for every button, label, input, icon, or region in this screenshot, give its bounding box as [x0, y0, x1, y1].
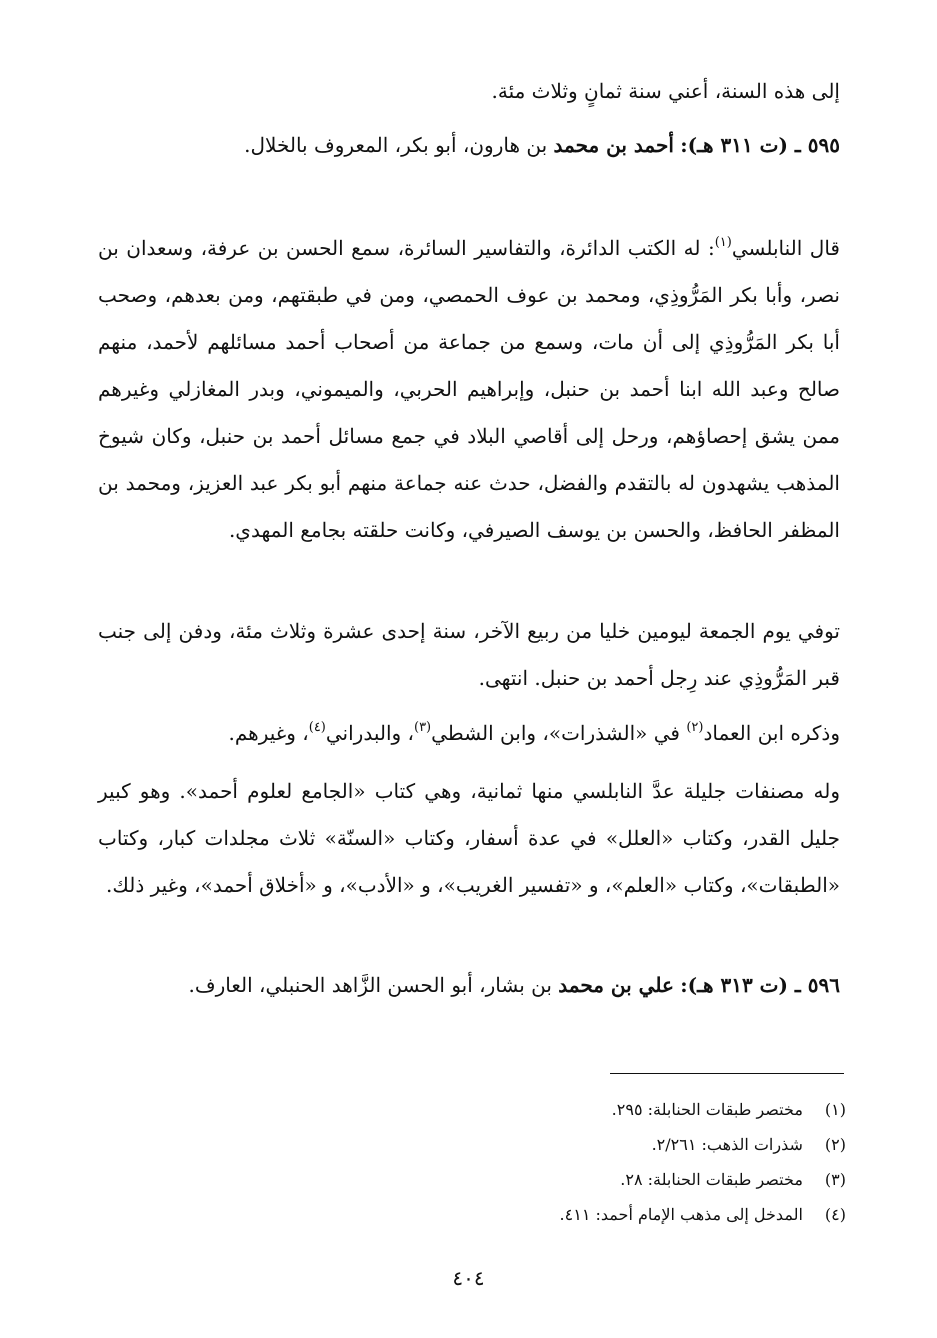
paragraph-text: : له الكتب الدائرة، والتفاسير السائرة، سمع الحسن بن عرفة، وسعدان بن نصر، وأبا بكر المَرُّوذِي، ومحمد بن عوف الحمصي، ومن في طبقتهم، ومن بعدهم، وصحب أبا بكر المَرُّوذِي إلى أن مات، وسمع من جماعة من أصحاب أحمد مسائلهم لأحمد، منهم صالح وعبد الله ابنا أحمد بن حنبل، وإبراهيم الحربي، والميموني، وبدر المغازلي وغيرهم ممن يشق إحصاؤهم، ورحل إلى أقاصي البلاد في جمع مسائل أحمد بن حنبل، وكان شيوخ المذهب يشهدون له بالتقدم والفضل، حدث عنه جماعة منهم أبو بكر عبد العزيز، ومحمد بن المظفر الحافظ، والحسن بن يوسف الصيرفي، وكانت حلقته بجامع المهدي. — [98, 236, 840, 542]
footnote-ref: (٤) — [308, 720, 326, 735]
entry-595 — [98, 122, 840, 169]
paragraph-text: ، والبدراني — [325, 721, 414, 745]
footnote — [300, 1127, 846, 1162]
footnote-text: مختصر طبقات الحنابلة: ٢٩٥. — [611, 1100, 803, 1119]
footnote-number: (١) — [824, 1100, 846, 1119]
paragraph-text: توفي يوم الجمعة ليومين خليا من ربيع الآخر، سنة إحدى عشرة وثلاث مئة، ودفن إلى جنب قبر المَرُّوذِي عند رِجل أحمد بن حنبل. انتهى. — [98, 619, 840, 690]
paragraph-text: ، وغيرهم. — [228, 721, 309, 745]
footnote — [300, 1197, 846, 1232]
footnote-number: (٢) — [824, 1135, 846, 1154]
paragraph-text: قال النابلسي — [731, 236, 840, 260]
entry-number: ٥٩٦ ـ (ت ٣١٣ هـ): — [680, 973, 840, 997]
entry-name: علي بن محمد — [558, 973, 674, 997]
footnote-number: (٣) — [824, 1170, 846, 1189]
footnote-ref: (٣) — [413, 720, 432, 735]
paragraph-text: وله مصنفات جليلة عدَّ النابلسي منها ثمانية، وهي كتاب «الجامع لعلوم أحمد». وهو كبير جليل القدر، وكتاب «العلل» في عدة أسفار، وكتاب «السنّة» ثلاث مجلدات كبار، وكتاب «الطبقات»، وكتاب «العلم»، و «تفسير الغريب»، و «الأدب»، و «أخلاق أحمد»، وغير ذلك. — [98, 779, 840, 897]
footnote-divider — [610, 1073, 844, 1074]
footnote — [300, 1162, 846, 1197]
page-number: ٤٠٤ — [452, 1266, 485, 1290]
paragraph-mentions — [98, 710, 840, 757]
entry-description: بن هارون، أبو بكر، المعروف بالخلال. — [244, 133, 554, 157]
footnotes-list — [300, 1092, 846, 1232]
paragraph-text: إلى هذه السنة، أعني سنة ثمانٍ وثلاث مئة. — [491, 79, 840, 103]
paragraph-text: في «الشذرات»، وابن الشطي — [431, 721, 687, 745]
paragraph-nabulsi — [98, 225, 840, 554]
footnote-ref: (٢) — [686, 720, 704, 735]
entry-596 — [98, 962, 840, 1009]
footnote — [300, 1092, 846, 1127]
paragraph-works — [98, 768, 840, 909]
paragraph-text: وذكره ابن العماد — [703, 721, 840, 745]
footnote-text: المدخل إلى مذهب الإمام أحمد: ٤١١. — [559, 1205, 803, 1224]
entry-number: ٥٩٥ ـ (ت ٣١١ هـ): — [680, 133, 840, 157]
footnote-ref: (١) — [714, 235, 732, 250]
entry-description: بن بشار، أبو الحسن الزَّاهد الحنبلي، العارف. — [188, 973, 559, 997]
paragraph-continuation — [98, 68, 840, 115]
paragraph-death — [98, 608, 840, 702]
entry-name: أحمد بن محمد — [553, 133, 674, 157]
footnote-number: (٤) — [824, 1205, 846, 1224]
footnote-text: شذرات الذهب: ٢/٢٦١. — [651, 1135, 803, 1154]
footnote-text: مختصر طبقات الحنابلة: ٢٨. — [620, 1170, 803, 1189]
